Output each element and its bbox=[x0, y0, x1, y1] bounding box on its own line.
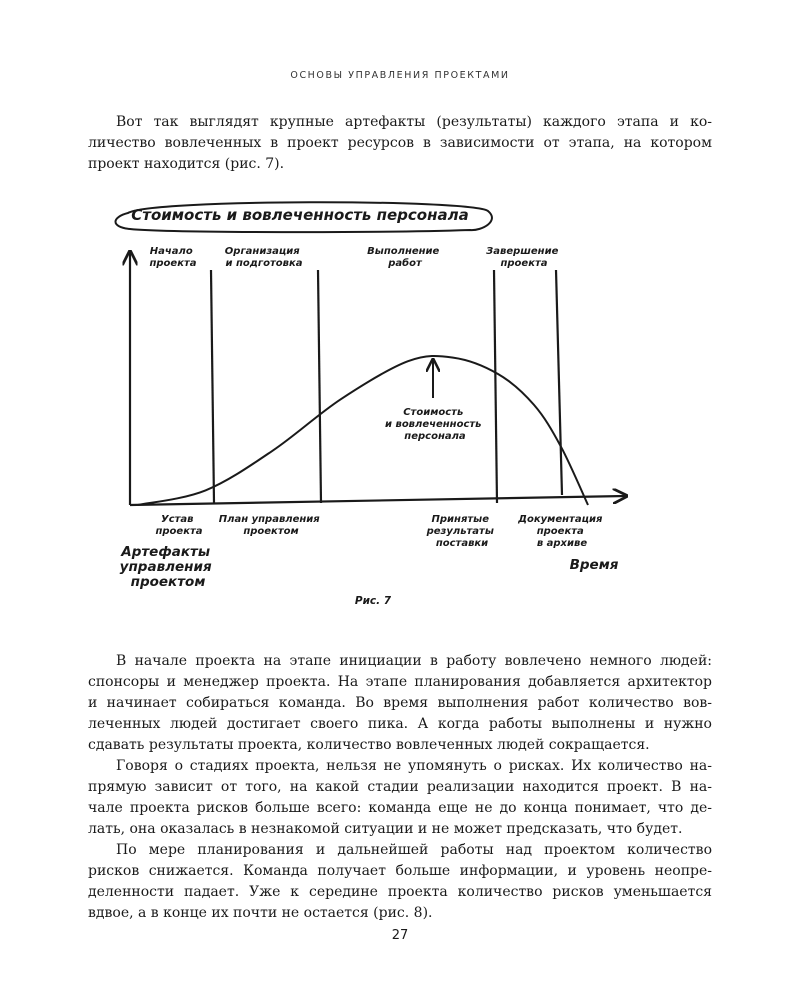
stage-label-execution: Выполнение работ bbox=[367, 246, 440, 269]
text-line: вдвое, а в конце их почти не остается (рис. 8). bbox=[88, 905, 433, 921]
stage-boundary-line bbox=[211, 270, 214, 503]
x-axis bbox=[130, 496, 625, 505]
curve-annotation bbox=[385, 407, 485, 442]
text-line: рисков снижается. Команда получает больше информации, и уровень неопре- bbox=[88, 863, 712, 879]
stage-label-start: Начало проекта bbox=[149, 246, 197, 269]
text-line: личество вовлеченных в проект ресурсов в зависимости от этапа, на котором bbox=[88, 135, 712, 151]
y-axis-label: Артефакты управления проектом bbox=[119, 544, 212, 590]
text-line: Говоря о стадиях проекта, нельзя не упомянуть о рисках. Их количество на- bbox=[116, 758, 712, 774]
text-line: леченных людей достигает своего пика. А когда работы выполнены и нужно bbox=[88, 716, 712, 732]
figure-chart bbox=[0, 185, 800, 615]
stage-boundaries bbox=[211, 270, 562, 503]
body-paragraph-1 bbox=[88, 651, 712, 756]
text-line: проект находится (рис. 7). bbox=[88, 156, 285, 172]
curve-annotation-line: Стоимость bbox=[403, 407, 464, 418]
x-axis-label: Время bbox=[569, 557, 619, 573]
intro-paragraph bbox=[88, 112, 712, 175]
stage-boundary-line bbox=[494, 270, 497, 503]
text-line: спонсоры и менеджер проекта. На этапе планирования добавляется архитектор bbox=[88, 674, 712, 690]
artifact-label-charter: Устав проекта bbox=[155, 514, 203, 537]
text-line: В начале проекта на этапе инициации в работу вовлечено немного людей: bbox=[116, 653, 712, 669]
text-line: и начинает собираться команда. Во время выполнения работ количество вов- bbox=[88, 695, 712, 711]
stage-label-completion: Завершение проекта bbox=[486, 246, 559, 269]
text-line: По мере планирования и дальнейшей работы над проектом количество bbox=[116, 842, 712, 858]
text-line: чале проекта рисков больше всего: команда еще не до конца понимает, что де- bbox=[88, 800, 712, 816]
cost-curve bbox=[138, 356, 588, 505]
stage-label-organization: Организация и подготовка bbox=[224, 246, 303, 269]
curve-annotation-line: персонала bbox=[404, 431, 466, 442]
stage-boundary-line bbox=[318, 270, 321, 503]
text-line: деленности падает. Уже к середине проекта количество рисков уменьшается bbox=[88, 884, 712, 900]
running-header: ОСНОВЫ УПРАВЛЕНИЯ ПРОЕКТАМИ bbox=[290, 70, 510, 81]
curve-annotation-line: и вовлеченность bbox=[385, 419, 482, 430]
artifact-label-plan: План управления проектом bbox=[218, 514, 320, 537]
figure-caption: Рис. 7 bbox=[354, 595, 392, 607]
page-number: 27 bbox=[391, 928, 409, 943]
artifact-label-archive: Документация проекта в архиве bbox=[518, 514, 603, 549]
artifact-label-deliverables: Принятые результаты поставки bbox=[426, 514, 494, 549]
stage-boundary-line bbox=[556, 270, 562, 495]
body-paragraph-2 bbox=[88, 756, 712, 840]
body-paragraph-3 bbox=[88, 840, 712, 924]
text-line: прямую зависит от того, на какой стадии реализации находится проект. В на- bbox=[88, 779, 712, 795]
text-line: лать, она оказалась в незнакомой ситуации и не может предсказать, что будет. bbox=[88, 821, 683, 837]
text-line: сдавать результаты проекта, количество вовлеченных людей сокращается. bbox=[88, 737, 650, 753]
text-line: Вот так выглядят крупные артефакты (результаты) каждого этапа и ко- bbox=[116, 114, 712, 130]
figure-title: Стоимость и вовлеченность персонала bbox=[131, 206, 469, 224]
